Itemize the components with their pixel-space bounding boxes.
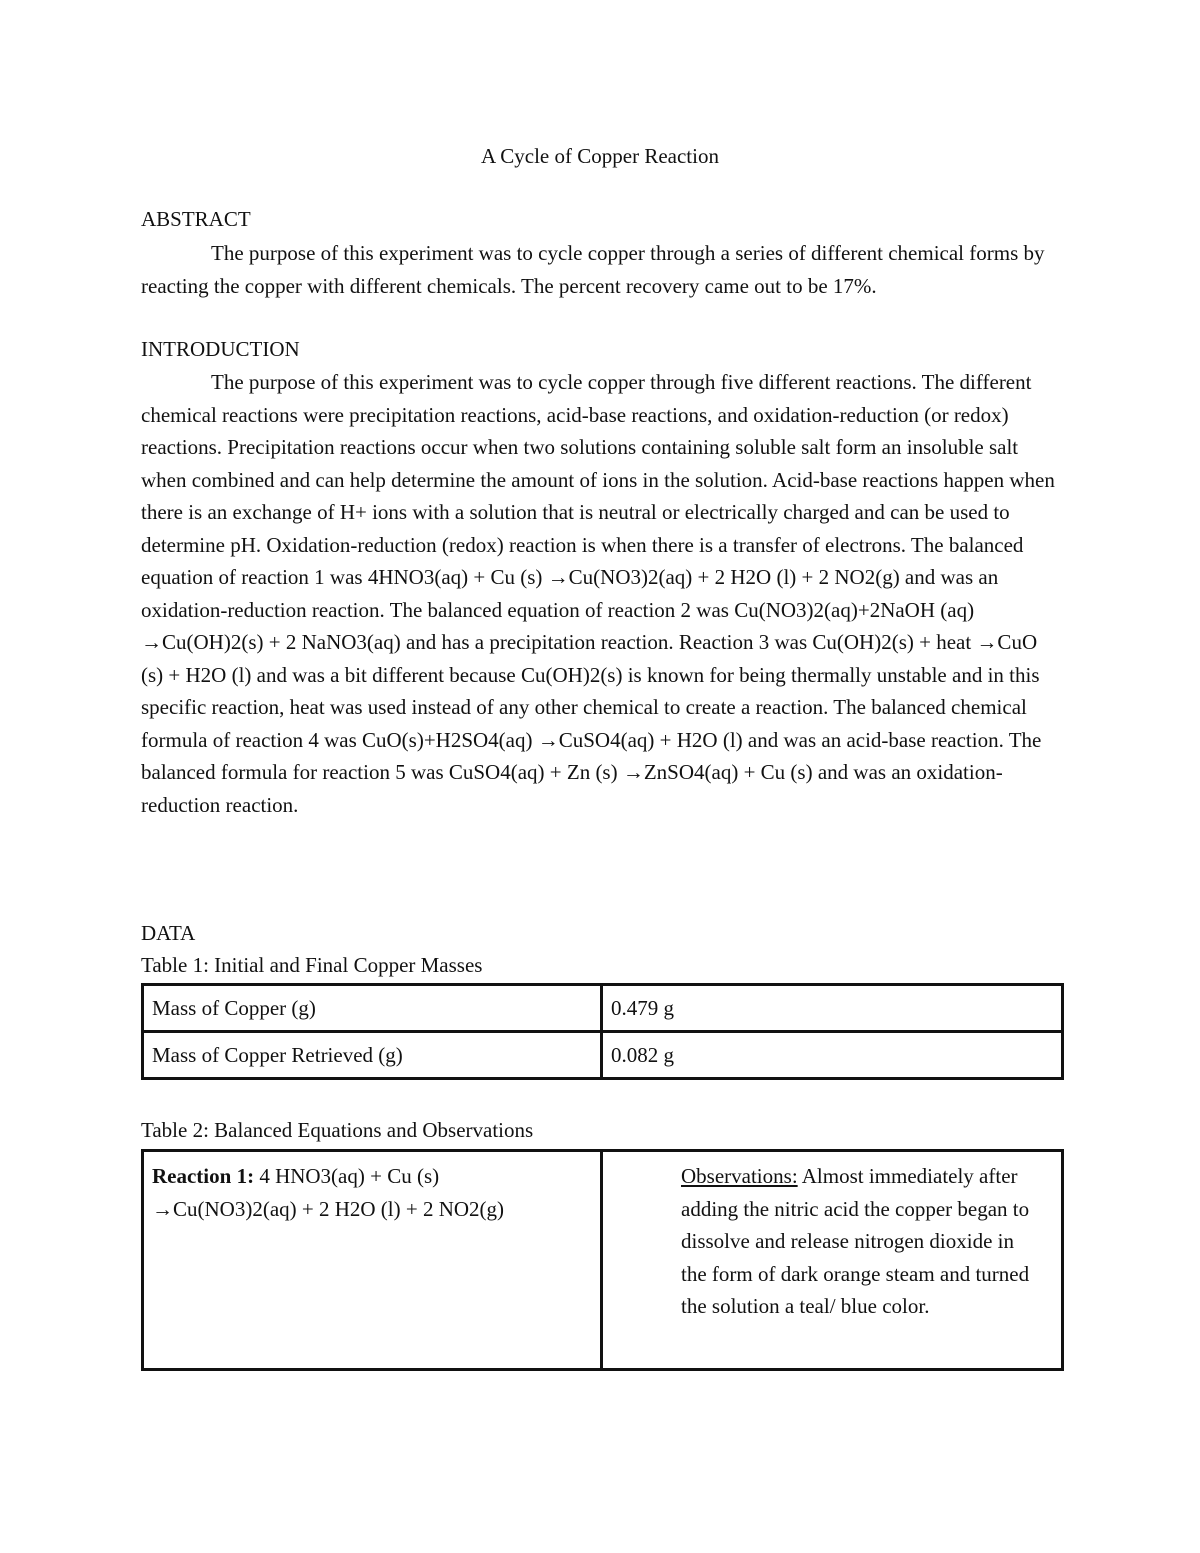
document-title: A Cycle of Copper Reaction xyxy=(481,144,719,168)
table-row xyxy=(143,1151,1063,1370)
table-cell-label: Mass of Copper (g) xyxy=(143,985,602,1032)
introduction-heading: INTRODUCTION xyxy=(141,337,300,361)
reaction-cell xyxy=(143,1151,602,1370)
observations-cell xyxy=(602,1151,1063,1370)
copper-mass-table xyxy=(141,983,1064,1080)
table-row xyxy=(143,985,1063,1032)
table-cell-value: 0.479 g xyxy=(602,985,1063,1032)
reaction-equation-line1: 4 HNO3(aq) + Cu (s) xyxy=(254,1164,440,1188)
table-cell-value: 0.082 g xyxy=(602,1032,1063,1079)
abstract-heading: ABSTRACT xyxy=(141,207,251,231)
table-cell-label: Mass of Copper Retrieved (g) xyxy=(143,1032,602,1079)
introduction-paragraph: The purpose of this experiment was to cycle copper through five different reactions. The different chemical reactions were precipitation reactions, acid-base reactions, and oxidation-reduction (or redox) reactions. Precipitation reactions occur when two solutions containing soluble salt form an insoluble salt when combined and can help determine the amount of ions in the solution. Acid-base reactions happen when there is an exchange of H+ ions with a solution that is neutral or electrically charged and can be used to determine pH. Oxidation-reduction (redox) reaction is when there is a transfer of electrons. The balanced equation of reaction 1 was 4HNO3(aq) + Cu (s) →Cu(NO3)2(aq) + 2 H2O (l) + 2 NO2(g) and was an oxidation-reduction reaction. The balanced equation of reaction 2 was Cu(NO3)2(aq)+2NaOH (aq) →Cu(OH)2(s) + 2 NaNO3(aq) and has a precipitation reaction. Reaction 3 was Cu(OH)2(s) + heat →CuO (s) + H2O (l) and was a bit different because Cu(OH)2(s) is known for being thermally unstable and in this specific reaction, heat was used instead of any other chemical to create a reaction. The balanced chemical formula of reaction 4 was CuO(s)+H2SO4(aq) →CuSO4(aq) + H2O (l) and was an acid-base reaction. The balanced formula for reaction 5 was CuSO4(aq) + Zn (s) →ZnSO4(aq) + Cu (s) and was an oxidation-reduction reaction. xyxy=(141,370,1055,817)
table-row xyxy=(143,1032,1063,1079)
reaction-equation-line2: →Cu(NO3)2(aq) + 2 H2O (l) + 2 NO2(g) xyxy=(152,1196,505,1221)
observations-text: Almost immediately after adding the nitric acid the copper began to dissolve and release nitrogen dioxide in the form of dark orange steam and turned the solution a teal/ blue color. xyxy=(681,1164,1030,1318)
table1-caption: Table 1: Initial and Final Copper Masses xyxy=(141,953,483,977)
observations-label: Observations: xyxy=(681,1164,798,1188)
data-heading: DATA xyxy=(141,921,196,945)
table2-caption: Table 2: Balanced Equations and Observations xyxy=(141,1118,534,1142)
reaction-label: Reaction 1: xyxy=(152,1164,255,1188)
abstract-paragraph: The purpose of this experiment was to cycle copper through a series of different chemical forms by reacting the copper with different chemicals. The percent recovery came out to be 17%. xyxy=(141,241,1045,298)
equations-observations-table xyxy=(141,1149,1064,1371)
